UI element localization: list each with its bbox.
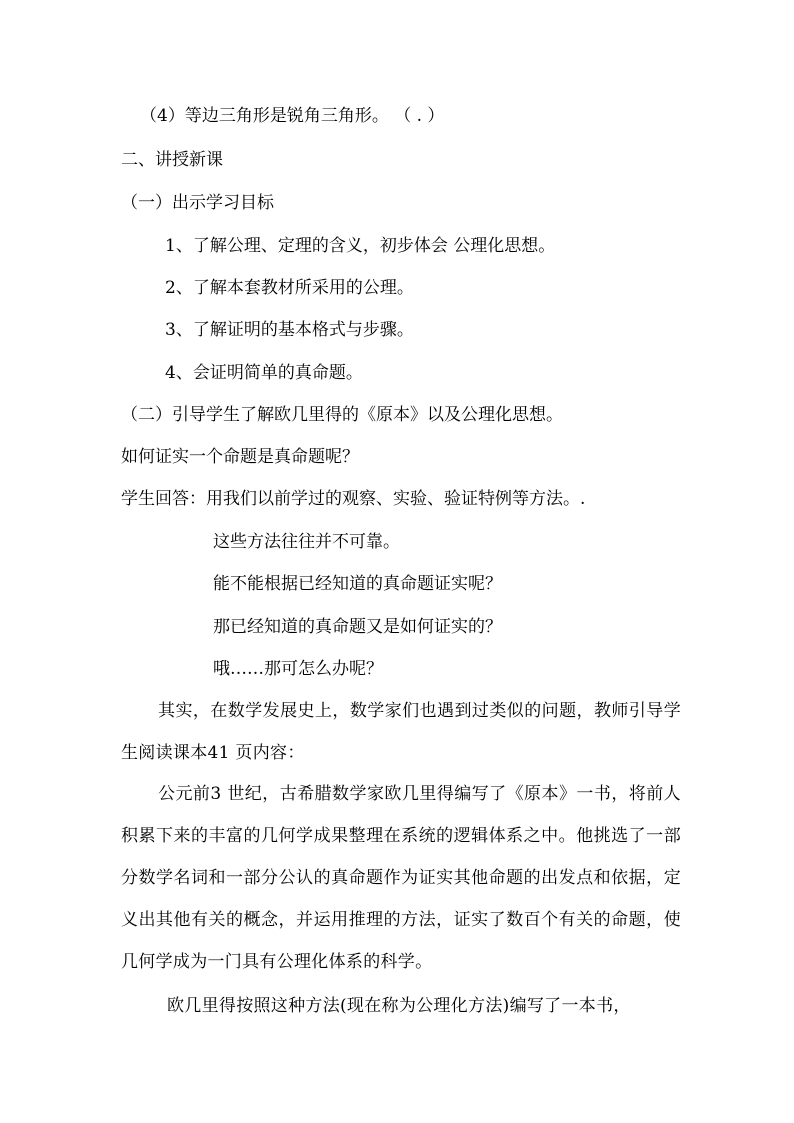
follow-up-line-2: 能不能根据已经知道的真命题证实呢？: [213, 574, 502, 594]
paragraph-axiomatic-method: 欧几里得按照这种方法(现在称为公理化方法)编写了一本书，: [167, 996, 631, 1016]
question-line: 如何证实一个命题是真命题呢？: [121, 447, 359, 467]
follow-up-line-1: 这些方法往往并不可靠。: [213, 532, 400, 552]
student-answer-line: 学生回答：用我们以前学过的观察、实验、验证特例等方法。.: [121, 489, 586, 509]
follow-up-line-4: 哦……那可怎么办呢？: [213, 659, 383, 679]
section-heading-new-lesson: 二、讲授新课: [121, 150, 223, 170]
part-heading-euclid: （二）引导学生了解欧几里得的《原本》以及公理化思想。: [121, 405, 563, 425]
goal-item-2: 2、了解本套教材所采用的公理。: [165, 278, 414, 298]
paragraph-euclid: 公元前3 世纪，古希腊数学家欧几里得编写了《原本》一书，将前人积累下来的丰富的几何学成果整理在系统的逻辑体系之中。他挑选了一部分数学名词和一部分公认的真命题作为证实其他命题的出发点和依据，定义出其他有关的概念，并运用推理的方法，证实了数百个有关的命题，使几何学成为一门具有公理化体系的科学。: [121, 784, 681, 972]
goal-item-1: 1、了解公理、定理的含义，初步体会 公理化思想。: [165, 236, 556, 256]
part-heading-learning-goals: （一）出示学习目标: [121, 193, 274, 213]
paragraph-history: 其实，在数学发展史上，数学家们也遇到过类似的问题，教师引导学生阅读课本41 页内容：: [121, 701, 681, 763]
review-item-4: （4）等边三角形是锐角三角形。 （ . ）: [140, 106, 445, 126]
goal-item-3: 3、了解证明的基本格式与步骤。: [165, 320, 414, 340]
goal-item-4: 4、会证明简单的真命题。: [165, 363, 363, 383]
follow-up-line-3: 那已经知道的真命题又是如何证实的？: [213, 617, 502, 637]
